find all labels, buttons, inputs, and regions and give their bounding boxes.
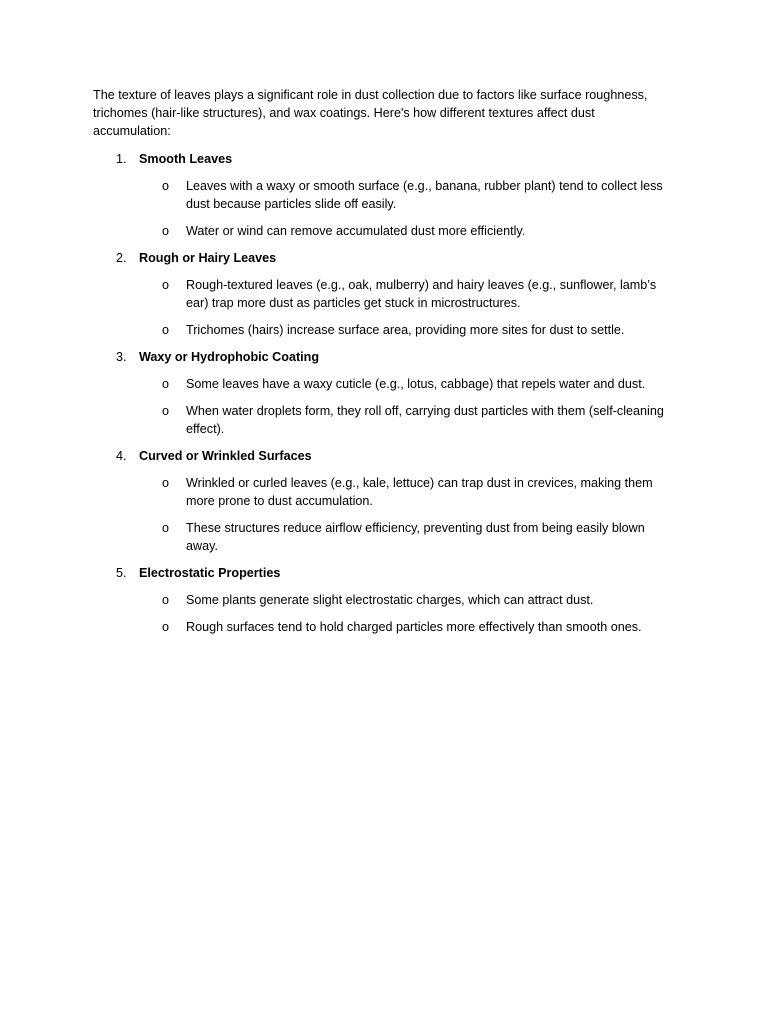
bullet-marker: o bbox=[162, 224, 170, 238]
bullet-text: These structures reduce airflow efficiency, preventing dust from being easily blown away. bbox=[186, 521, 645, 553]
section-heading bbox=[93, 447, 673, 465]
section-title: Curved or Wrinkled Surfaces bbox=[139, 449, 312, 463]
bullet-item bbox=[93, 402, 673, 438]
list-number: 3. bbox=[116, 350, 127, 364]
section-title: Smooth Leaves bbox=[139, 152, 233, 166]
bullet-marker: o bbox=[162, 179, 170, 193]
bullet-text: Leaves with a waxy or smooth surface (e.g., banana, rubber plant) tend to collect less dust because particles slide off easily. bbox=[186, 179, 663, 211]
bullet-item bbox=[93, 618, 673, 636]
section-heading bbox=[93, 150, 673, 168]
bullet-item bbox=[93, 222, 673, 240]
bullet-marker: o bbox=[162, 377, 170, 391]
section-curved-wrinkled bbox=[93, 447, 673, 555]
section-heading bbox=[93, 249, 673, 267]
bullet-text: Some plants generate slight electrostatic charges, which can attract dust. bbox=[186, 593, 594, 607]
bullet-text: Some leaves have a waxy cuticle (e.g., lotus, cabbage) that repels water and dust. bbox=[186, 377, 646, 391]
bullet-text: Water or wind can remove accumulated dust more efficiently. bbox=[186, 224, 526, 238]
bullet-marker: o bbox=[162, 404, 170, 418]
section-rough-hairy-leaves bbox=[93, 249, 673, 339]
bullet-text: Rough-textured leaves (e.g., oak, mulberry) and hairy leaves (e.g., sunflower, lamb’s ear) trap more dust as particles get stuck in microstructures. bbox=[186, 278, 657, 310]
bullet-item bbox=[93, 519, 673, 555]
bullet-marker: o bbox=[162, 593, 170, 607]
section-electrostatic bbox=[93, 564, 673, 636]
bullet-item bbox=[93, 474, 673, 510]
bullet-marker: o bbox=[162, 476, 170, 490]
bullet-text: Trichomes (hairs) increase surface area, providing more sites for dust to settle. bbox=[186, 323, 625, 337]
bullet-item bbox=[93, 375, 673, 393]
list-number: 1. bbox=[116, 152, 127, 166]
bullet-item bbox=[93, 276, 673, 312]
bullet-item bbox=[93, 177, 673, 213]
intro-paragraph: The texture of leaves plays a significant role in dust collection due to factors like surface roughness, trichomes (hair-like structures), and wax coatings. Here's how different textures affect dust accumulation: bbox=[93, 88, 648, 138]
bullet-item bbox=[93, 321, 673, 339]
document-body bbox=[93, 86, 673, 645]
bullet-item bbox=[93, 591, 673, 609]
bullet-marker: o bbox=[162, 323, 170, 337]
section-waxy-coating bbox=[93, 348, 673, 438]
list-number: 4. bbox=[116, 449, 127, 463]
section-heading bbox=[93, 564, 673, 582]
section-title: Electrostatic Properties bbox=[139, 566, 281, 580]
section-title: Waxy or Hydrophobic Coating bbox=[139, 350, 320, 364]
bullet-text: When water droplets form, they roll off, carrying dust particles with them (self-cleaning effect). bbox=[186, 404, 664, 436]
bullet-marker: o bbox=[162, 521, 170, 535]
section-heading bbox=[93, 348, 673, 366]
bullet-marker: o bbox=[162, 278, 170, 292]
list-number: 2. bbox=[116, 251, 127, 265]
bullet-text: Wrinkled or curled leaves (e.g., kale, lettuce) can trap dust in crevices, making them more prone to dust accumulation. bbox=[186, 476, 653, 508]
bullet-text: Rough surfaces tend to hold charged particles more effectively than smooth ones. bbox=[186, 620, 642, 634]
section-smooth-leaves bbox=[93, 150, 673, 240]
list-number: 5. bbox=[116, 566, 127, 580]
section-title: Rough or Hairy Leaves bbox=[139, 251, 277, 265]
bullet-marker: o bbox=[162, 620, 170, 634]
